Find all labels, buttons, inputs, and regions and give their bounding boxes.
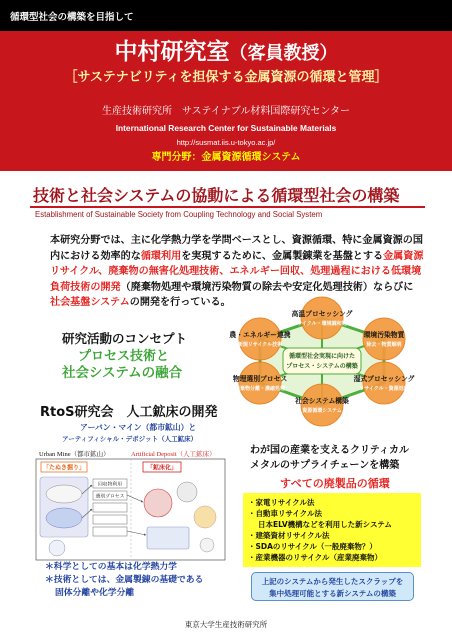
node-circle-upper-left bbox=[239, 318, 281, 360]
supply-chain-highlight: すべての廃製品の循環 bbox=[280, 477, 390, 490]
concept-line-1: プロセス技術と bbox=[78, 349, 170, 364]
intro-segment: 金属資源 bbox=[383, 250, 424, 262]
rtos-note-2: ＊技術としては、金属製錬の基礎である bbox=[45, 575, 204, 585]
lab-subtitle: ［サステナビリティを担保する金属資源の循環と管理］ bbox=[64, 70, 388, 85]
process-box-1-label: 回収物利用 bbox=[98, 482, 122, 488]
recycling-law-list bbox=[243, 493, 421, 567]
specialty-field: 専門分野：金属資源循環システム bbox=[151, 152, 301, 163]
intro-segment: の開発を行っている。 bbox=[129, 297, 231, 308]
cycle-diagram bbox=[222, 296, 424, 428]
intro-segment: を実現するために、金属製錬業を基盤とする bbox=[181, 250, 384, 262]
list-item: ・産業機器のリサイクル（産業廃棄物） bbox=[248, 553, 382, 562]
node-circle-upper-right bbox=[363, 318, 405, 360]
process-box-2-label: 選別プロセス bbox=[95, 494, 125, 500]
stock-ellipse-lower bbox=[46, 508, 82, 528]
lab-title-sub: （客員教授） bbox=[229, 43, 338, 64]
node-sub-top: リサイクル・環境調和処理 bbox=[292, 321, 352, 327]
lab-title bbox=[0, 40, 452, 66]
node-label-upper-left: 農・エネルギー連携 bbox=[229, 331, 291, 339]
deposit-store bbox=[147, 527, 189, 549]
node-sub-bottom: 資源循環システム bbox=[302, 408, 342, 414]
node-label-lower-right: 湿式プロセッシング bbox=[353, 375, 415, 383]
intro-segment: リサイクル、廃棄物の無害化処理技術、エネルギー回収、処理過程における低環境 bbox=[50, 266, 422, 277]
process-box-3 bbox=[93, 503, 127, 512]
concept-title: 研究活動のコンセプト bbox=[62, 331, 188, 346]
node-sub-upper-right: 除去・物質解明 bbox=[366, 342, 402, 348]
deposit-circle-1 bbox=[144, 489, 172, 517]
concept-line-2: 社会システムの融合 bbox=[62, 365, 183, 381]
process-box-5 bbox=[93, 527, 127, 536]
urban-mine-label: Urban Mine（都市鉱山） bbox=[39, 451, 110, 458]
node-circle-lower-right bbox=[363, 362, 405, 404]
new-system-line-1: 上記のシステムから発生したスクラップを bbox=[261, 577, 404, 586]
intro-segment: 社会基盤システム bbox=[50, 297, 130, 308]
intro-segment: 内における効率的な bbox=[50, 250, 141, 262]
heading-underline bbox=[30, 206, 425, 208]
intro-line bbox=[50, 249, 423, 265]
center-name-en: International Research Center for Sustainable Materials bbox=[115, 123, 337, 133]
intro-segment: 負荷技術の開発 bbox=[50, 281, 121, 293]
section-heading-en: Establishment of Sustainable Society from Coupling Technology and Social System bbox=[35, 210, 323, 219]
node-label-upper-right: 環境汚染物質 bbox=[363, 331, 405, 339]
intro-segment: （廃棄物処理や環境汚染物質の除去や安定化処理技術）ならびに bbox=[120, 281, 414, 293]
intro-segment: 循環利用 bbox=[140, 250, 182, 262]
rtos-subtitle-1: アーバン・マイン（都市鉱山）と bbox=[80, 423, 197, 432]
cycle-center-box bbox=[283, 348, 361, 374]
cycle-center-line-2: プロセス・システムの構築 bbox=[286, 363, 358, 370]
section-heading: 技術と社会システムの協動による循環型社会の構築 bbox=[33, 186, 400, 205]
list-item: ・SDAのリサイクル（一般廃棄物？） bbox=[248, 542, 377, 551]
new-system-box bbox=[251, 572, 414, 601]
node-circle-bottom bbox=[301, 384, 343, 426]
rtos-subtitle-2: アーティフィシャル・デポジット（人工鉱床） bbox=[62, 435, 198, 443]
lab-title-main: 中村研究室 bbox=[114, 39, 230, 65]
flow-arrow-3 bbox=[127, 495, 143, 502]
artificial-deposit-diagram bbox=[35, 447, 227, 562]
node-label-lower-left: 物理選別プロセス bbox=[232, 375, 288, 383]
node-circle-top bbox=[301, 297, 343, 339]
intro-line bbox=[50, 280, 423, 296]
supply-chain-line-1: わが国の産業を支えるクリティカル bbox=[250, 445, 409, 456]
lab-url-link[interactable]: http://susmat.iis.u-tokyo.ac.jp/ bbox=[176, 138, 276, 147]
footer-label: 東京大学生産技術研究所 bbox=[184, 620, 268, 629]
intro-line bbox=[50, 264, 423, 280]
rtos-note-1: ＊科学としての基本は化学熱力学 bbox=[45, 562, 177, 572]
node-sub-lower-left: 廃棄物分離・濃縮処理 bbox=[234, 386, 286, 392]
list-item-note: 日本ELV機構などを利用した新システム bbox=[258, 520, 392, 529]
cycle-center-line-1: 循環型社会実現に向けた bbox=[288, 353, 356, 360]
supply-chain-line-2: メタルのサプライチェーンを構築 bbox=[250, 460, 400, 471]
node-label-top: 高温プロセッシング bbox=[291, 310, 353, 318]
new-system-line-2: 集中処理可能とする新システムの構築 bbox=[269, 588, 396, 598]
deposit-circle-3 bbox=[194, 506, 216, 528]
process-box-4 bbox=[93, 515, 127, 524]
node-sub-upper-left: 新規リサイクル技術 bbox=[237, 342, 283, 348]
tanuki-tag-label: 「たぬき掘り」 bbox=[42, 464, 86, 472]
intro-line bbox=[50, 233, 423, 249]
node-sub-lower-right: リサイクル・資源処理 bbox=[359, 386, 409, 392]
artificial-deposit-label: Artificial Deposit（人工鉱床） bbox=[131, 451, 216, 458]
node-label-bottom: 社会システム構築 bbox=[295, 397, 349, 405]
deposit-circle-2 bbox=[177, 482, 197, 502]
list-item: ・建築資材リサイクル法 bbox=[248, 531, 330, 540]
list-item: ・自動車リサイクル法 bbox=[248, 509, 322, 518]
flow-arrow-4 bbox=[127, 531, 146, 535]
deposit-tag-label: 「鉱床化」 bbox=[146, 464, 178, 472]
rtos-note-3: 固体分離や化学分離 bbox=[55, 588, 135, 598]
list-item: ・家電リサイクル法 bbox=[248, 498, 315, 507]
intro-segment: 本研究分野では、主に化学熱力学を学問ベースとし、資源循環、特に金属資源の国 bbox=[50, 235, 423, 246]
institute-name: 生産技術研究所 サステイナブル材料国際研究センター bbox=[102, 106, 350, 117]
stock-ellipse-upper bbox=[46, 485, 82, 503]
stock-circle-small bbox=[49, 540, 65, 556]
top-bar-label: 循環型社会の構築を目指して bbox=[10, 12, 134, 23]
rtos-title: RtoS研究会 人工鉱床の開発 bbox=[40, 405, 218, 420]
deposit-circle-4 bbox=[200, 538, 214, 552]
node-circle-lower-left bbox=[239, 362, 281, 404]
